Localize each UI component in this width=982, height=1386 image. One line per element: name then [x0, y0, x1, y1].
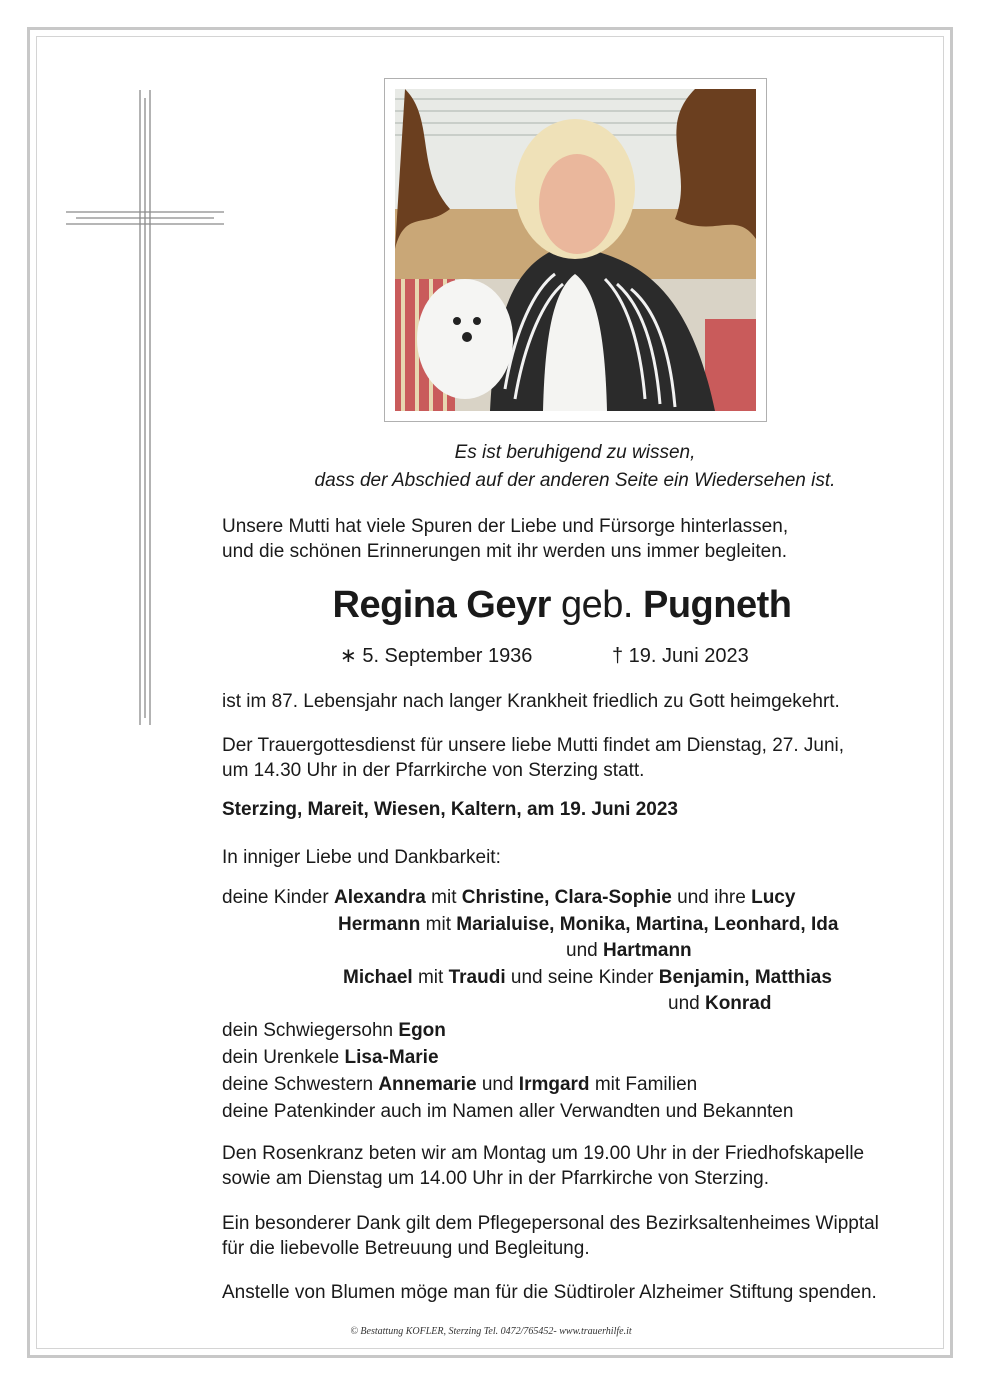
death-date: † 19. Juni 2023 — [612, 645, 749, 667]
rosary-line-1: Den Rosenkranz beten wir am Montag um 19.00 Uhr in der Friedhofskapelle — [222, 1143, 865, 1164]
mourner-line-michael — [343, 965, 832, 991]
mourner-line-schwiegersohn — [222, 1018, 446, 1044]
name-hartmann: Hartmann — [602, 940, 692, 961]
cross-icon — [66, 90, 226, 725]
name-annemarie: Annemarie — [378, 1074, 477, 1095]
word-und-ihre: und ihre — [677, 887, 746, 908]
mourner-line-urenkele — [222, 1045, 439, 1071]
name-egon: Egon — [398, 1020, 446, 1041]
word-mit: mit — [431, 887, 457, 908]
portrait-photo — [395, 89, 756, 411]
word-mit: mit — [425, 914, 451, 935]
word-und: und — [668, 993, 700, 1014]
schwiegersohn-prefix: dein Schwiegersohn — [222, 1020, 394, 1041]
deceased-first-name: Regina Geyr — [332, 584, 551, 626]
mourner-line-konrad — [668, 991, 771, 1017]
name-clara-sophie: Clara-Sophie — [554, 887, 672, 908]
michael-children: Benjamin, Matthias — [658, 967, 832, 988]
intro-line-2: und die schönen Erinnerungen mit ihr werden uns immer begleiten. — [222, 541, 788, 562]
thanks-line-2: für die liebevolle Betreuung und Begleitung. — [222, 1238, 590, 1259]
footer-credit: © Bestattung KOFLER, Sterzing Tel. 0472/765452- www.trauerhilfe.it — [350, 1326, 632, 1337]
urenkele-prefix: dein Urenkele — [222, 1047, 340, 1068]
deceased-name — [222, 582, 902, 628]
mourner-line-hartmann — [566, 938, 692, 964]
name-michael: Michael — [343, 967, 413, 988]
word-mit-familien: mit Familien — [594, 1074, 698, 1095]
portrait-frame — [384, 78, 767, 422]
deceased-maiden-name: Pugneth — [642, 584, 792, 626]
name-lucy: Lucy — [751, 887, 796, 908]
schwestern-prefix: deine Schwestern — [222, 1074, 374, 1095]
kinder-prefix: deine Kinder — [222, 887, 329, 908]
intro-line-1: Unsere Mutti hat viele Spuren der Liebe und Fürsorge hinterlassen, — [222, 516, 789, 537]
name-lisa-marie: Lisa-Marie — [344, 1047, 439, 1068]
word-und: und — [481, 1074, 514, 1095]
service-line-1: Der Trauergottesdienst für unsere liebe Mutti findet am Dienstag, 27. Juni, — [222, 735, 845, 756]
death-notice: ist im 87. Lebensjahr nach langer Krankheit friedlich zu Gott heimgekehrt. — [222, 691, 840, 712]
word-und-seine-kinder: und seine Kinder — [510, 967, 654, 988]
birth-date: ∗ 5. September 1936 — [340, 645, 533, 667]
mourner-line-kinder — [222, 885, 795, 911]
rosary-line-2: sowie am Dienstag um 14.00 Uhr in der Pfarrkirche von Sterzing. — [222, 1168, 770, 1189]
name-irmgard: Irmgard — [518, 1074, 590, 1095]
word-und: und — [566, 940, 598, 961]
verse-line-1: Es ist beruhigend zu wissen, — [454, 442, 696, 463]
name-hermann: Hermann — [338, 914, 421, 935]
deceased-geb: geb. — [560, 584, 633, 626]
hermann-children: Marialuise, Monika, Martina, Leonhard, Ida — [456, 914, 839, 935]
thanks-line-1: Ein besonderer Dank gilt dem Pflegepersonal des Bezirksaltenheimes Wipptal — [222, 1213, 879, 1234]
mourner-line-hermann — [338, 912, 838, 938]
verse-line-2: dass der Abschied auf der anderen Seite ein Wiedersehen ist. — [314, 470, 836, 491]
name-christine: Christine, — [461, 887, 550, 908]
word-mit: mit — [417, 967, 444, 988]
name-traudi: Traudi — [448, 967, 506, 988]
mourner-line-patenkinder: deine Patenkinder auch im Namen aller Verwandten und Bekannten — [222, 1101, 794, 1122]
service-line-2: um 14.30 Uhr in der Pfarrkirche von Sterzing statt. — [222, 760, 645, 781]
name-alexandra: Alexandra — [333, 887, 426, 908]
gratitude-line: In inniger Liebe und Dankbarkeit: — [222, 847, 501, 868]
donation-line: Anstelle von Blumen möge man für die Südtiroler Alzheimer Stiftung spenden. — [222, 1282, 877, 1303]
name-konrad: Konrad — [704, 993, 772, 1014]
mourner-line-schwestern — [222, 1072, 697, 1098]
place-date: Sterzing, Mareit, Wiesen, Kaltern, am 19. Juni 2023 — [222, 799, 678, 820]
